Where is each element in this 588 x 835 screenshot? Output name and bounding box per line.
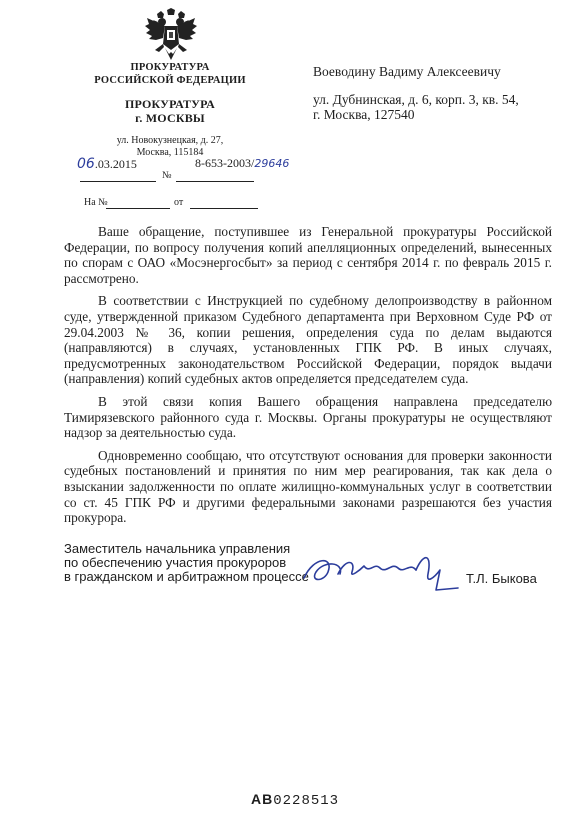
recipient-address-line-2: г. Москва, 127540: [313, 107, 415, 122]
reference-number-label: На №: [84, 197, 108, 208]
letter-number: [195, 156, 289, 171]
serial-prefix: АВ: [251, 791, 274, 807]
date-day-handwritten: 06: [77, 156, 95, 172]
blank-serial-number: [251, 791, 339, 809]
signatory-position-line-2: по обеспечению участия прокуроров: [64, 555, 287, 570]
issuer-office: [52, 97, 288, 125]
letter-date: [77, 156, 137, 172]
body-paragraph: Ваше обращение, поступившее из Генеральной прокуратуры Российской Федерации, по вопросу получения копий апелляционных определений, вынесенных по спорам с ОАО «Мосэнергосбыт» за период с сентября 2014 г. по февраль 2015 г. рассмотрено.: [64, 224, 552, 286]
reference-date-label: от: [174, 197, 184, 208]
date-line: [80, 181, 156, 182]
reference-number-line: [106, 208, 170, 209]
date-month-year: .03.2015: [94, 157, 137, 171]
double-headed-eagle-emblem-icon: [143, 8, 199, 66]
handwritten-signature: [300, 548, 460, 596]
recipient-address: [313, 92, 519, 122]
issuer-line-2: РОССИЙСКОЙ ФЕДЕРАЦИИ: [94, 75, 246, 86]
recipient-name: Воеводину Вадиму Алексеевичу: [313, 64, 501, 79]
body-paragraph: Одновременно сообщаю, что отсутствуют основания для проверки законности судебных постановлений и принятия по ним мер реагирования, так как дела о взыскании задолженности по оплате жилищно-коммунальных услуг в соответствии со ст. 45 ГПК РФ и другими федеральными законами разрешаются без участия прокурора.: [64, 447, 552, 526]
reference-date-line: [190, 208, 258, 209]
letter-number-handwritten: 29646: [254, 157, 290, 170]
number-sign: №: [162, 170, 172, 181]
letter-body: [64, 224, 552, 533]
signatory-name: Т.Л. Быкова: [466, 571, 537, 586]
body-paragraph: В соответствии с Инструкцией по судебному делопроизводству в районном суде, утвержденной приказом Судебного департамента при Верховном Суде РФ от 29.04.2003 № 36, копии решения, определения суда по делам выдаются (направляются) в случаях, установленных ГПК РФ. В иных случаях, предусмотренных законодательством Российской Федерации, порядок выдачи (направления) копий судебных актов определяется председателем суда.: [64, 293, 552, 387]
signatory-position: [64, 542, 309, 584]
issuer-line-1: ПРОКУРАТУРА: [130, 62, 210, 73]
office-line-1: ПРОКУРАТУРА: [124, 97, 216, 111]
body-paragraph: В этой связи копия Вашего обращения направлена председателю Тимирязевского районного суда г. Москвы. Органы прокуратуры не осуществляют надзор за деятельностью суда.: [64, 393, 552, 441]
office-line-2: г. МОСКВЫ: [135, 111, 205, 125]
signatory-position-line-1: Заместитель начальника управления: [64, 541, 291, 556]
serial-digits: 0228513: [273, 793, 340, 809]
number-line: [176, 181, 254, 182]
letter-number-printed: 8-653-2003/: [195, 156, 255, 170]
issuer-address-line-1: ул. Новокузнецкая, д. 27,: [116, 135, 224, 146]
issuer-address-line-2: Москва, 115184: [136, 147, 204, 158]
issuer-organization: [52, 61, 288, 87]
recipient-address-line-1: ул. Дубнинская, д. 6, корп. 3, кв. 54,: [313, 92, 519, 107]
signatory-position-line-3: в гражданском и арбитражном процессе: [64, 569, 309, 584]
